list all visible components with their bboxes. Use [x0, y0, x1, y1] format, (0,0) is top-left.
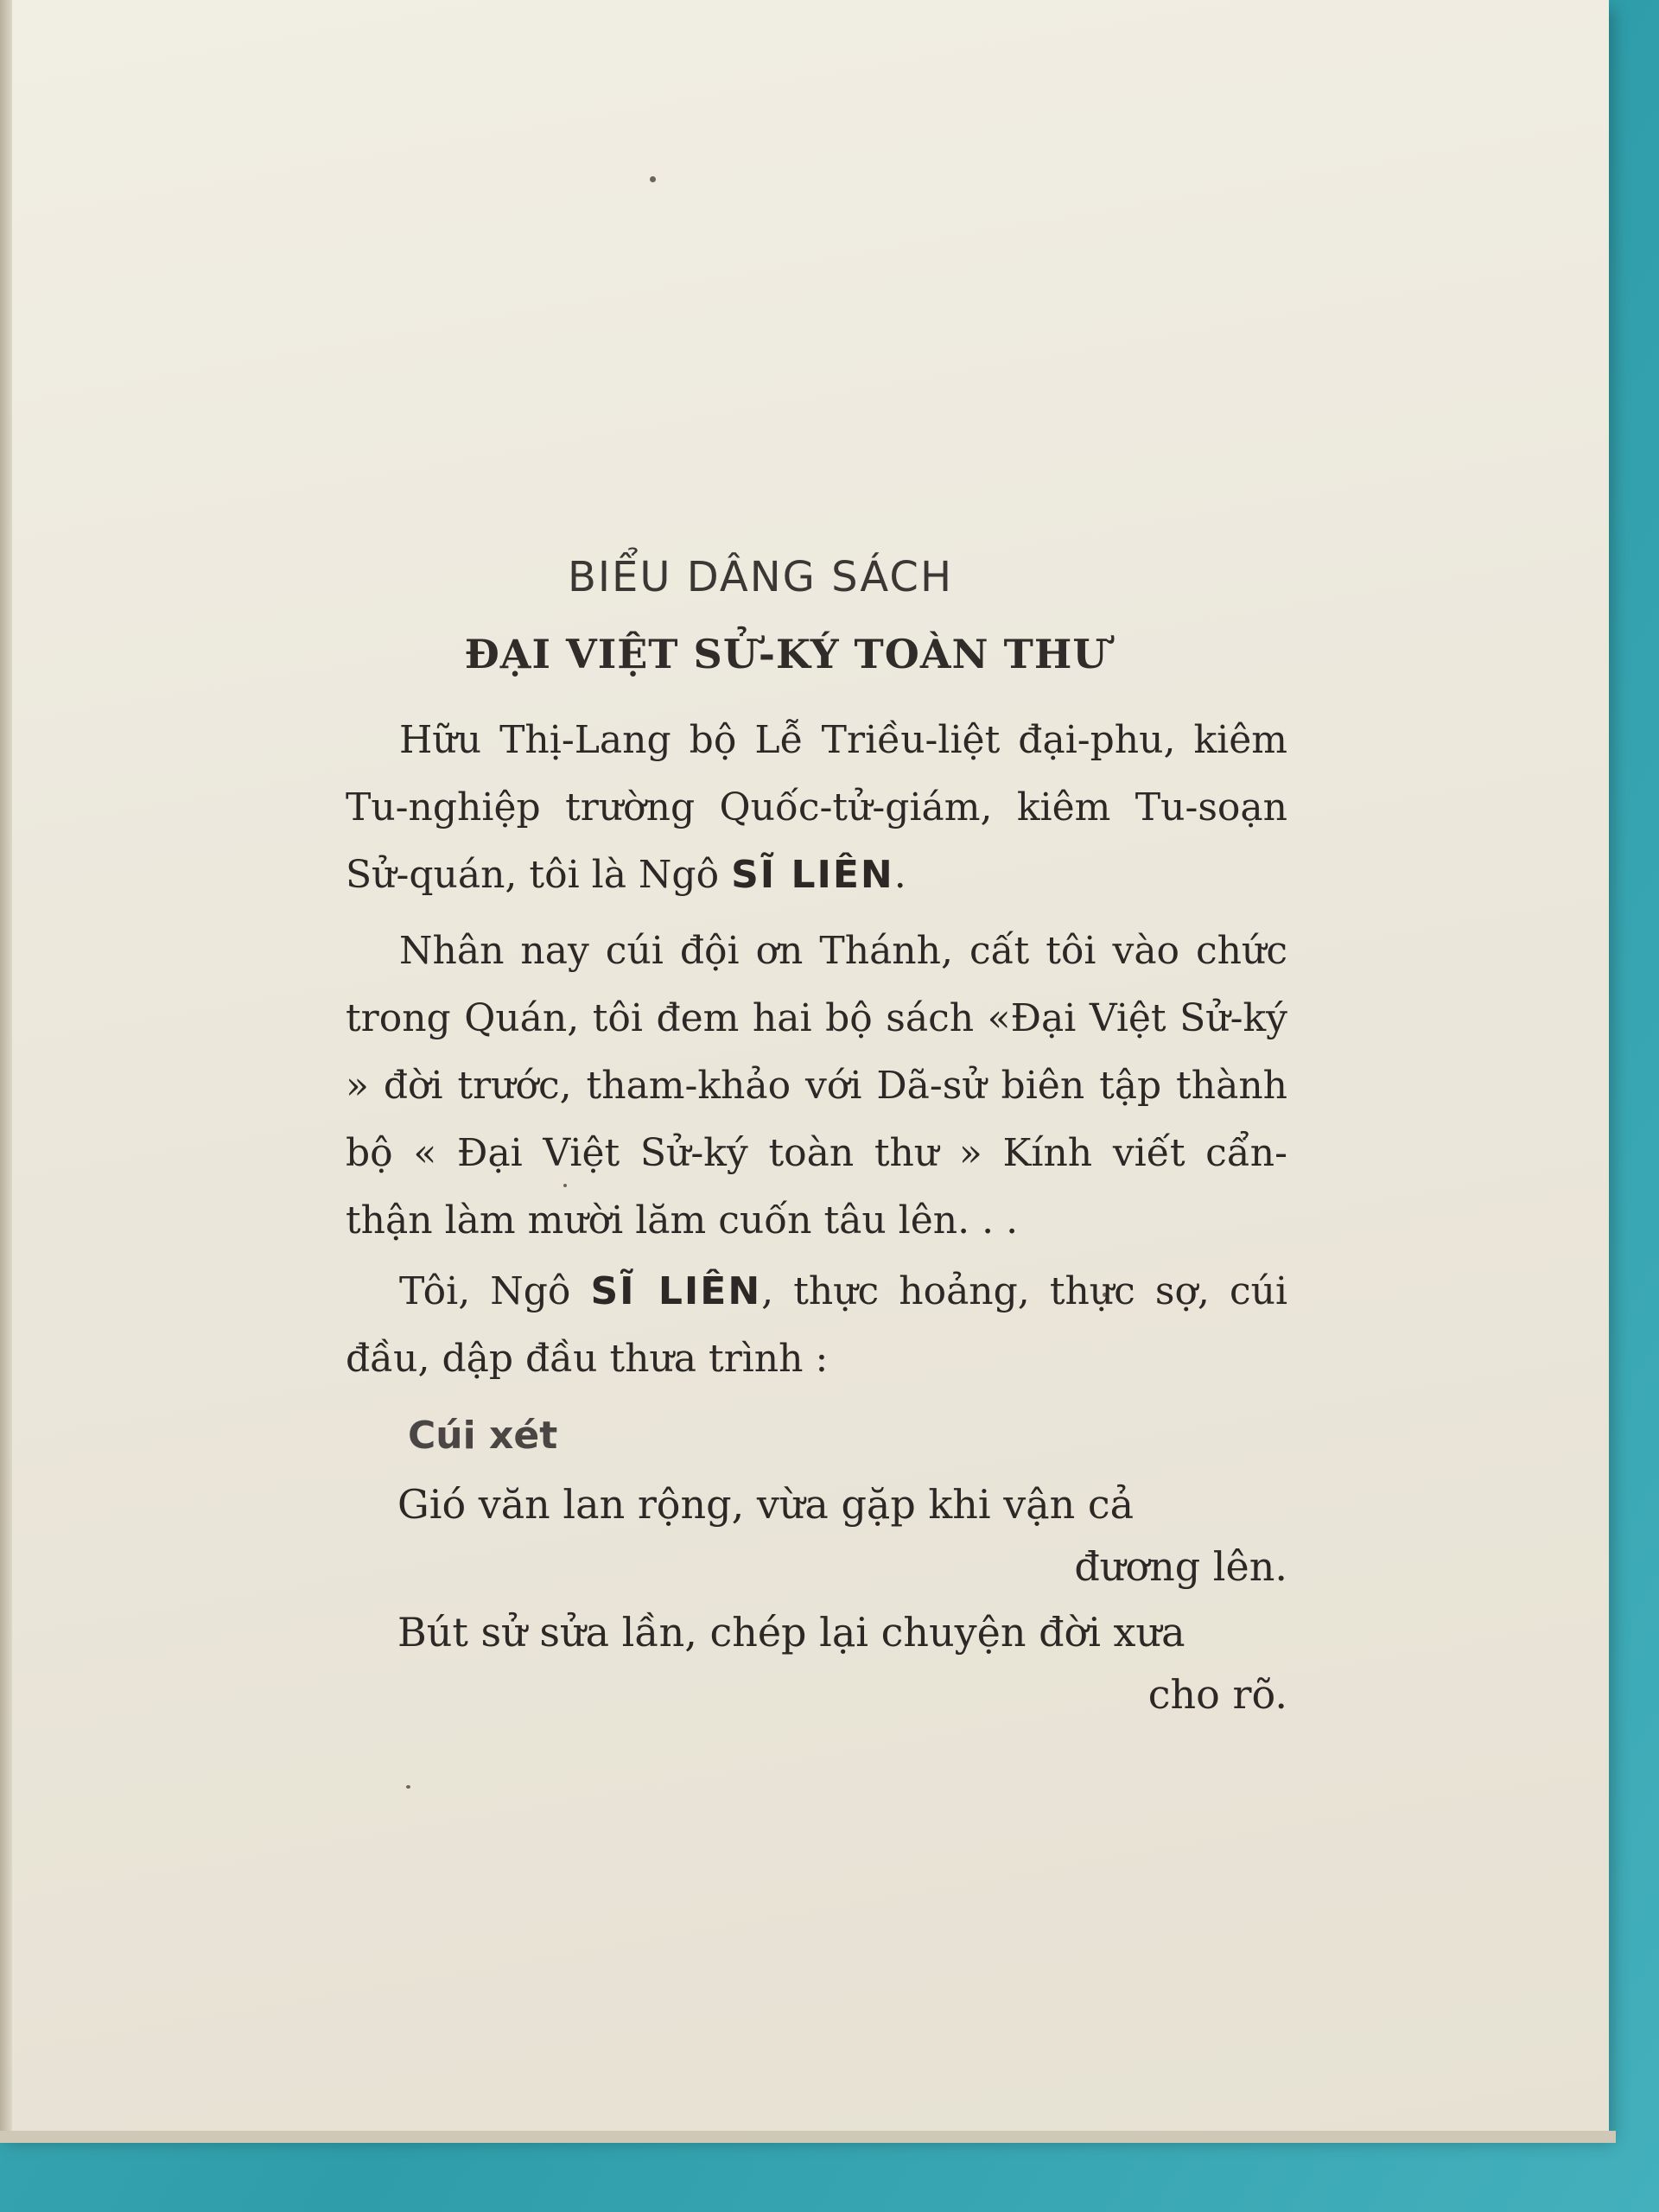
paragraph-2 [346, 918, 1287, 1255]
author-name: SĨ LIÊN [590, 1269, 762, 1313]
paragraph-3 [346, 1258, 1287, 1393]
verse-1-main: Gió văn lan rộng, vừa gặp khi vận cả [397, 1481, 1135, 1528]
page-bottom-edge [0, 2131, 1616, 2143]
verse-2-tail: cho rõ. [1147, 1671, 1287, 1718]
paragraph-1 [346, 707, 1287, 909]
verse-1-tail: đương lên. [1074, 1543, 1287, 1590]
paragraph-2-text: Nhân nay cúi đội ơn Thánh, cất tôi vào chức trong Quán, tôi đem hai bộ sách «Đại Việt Sử-ký » đời trước, tham-khảo với Dã-sử biên tập thành bộ « Đại Việt Sử-ký toàn thư » Kính viết cẩn-thận làm mười lăm cuốn tâu lên. . . [346, 929, 1287, 1243]
document-body [346, 553, 1287, 1729]
section-heading: Cúi xét [408, 1414, 558, 1458]
verse-2-main: Bút sử sửa lần, chép lại chuyện đời xưa [397, 1609, 1185, 1656]
paper-speck [406, 1785, 410, 1789]
verse-1 [397, 1473, 1287, 1598]
document-subtitle: ĐẠI VIỆT SỬ-KÝ TOÀN THƯ [464, 631, 1109, 677]
paragraph-1-end: . [893, 853, 906, 897]
document-title: BIỂU DÂNG SÁCH [567, 553, 954, 601]
author-name: SĨ LIÊN [731, 853, 894, 897]
paragraph-3-lead: Tôi, Ngô [399, 1269, 591, 1313]
paper-speck [650, 176, 656, 182]
page-spine-edge [0, 0, 12, 2134]
verse-2 [397, 1601, 1287, 1726]
paragraph-1-lead: Hữu Thị-Lang bộ Lễ Triều-liệt đại-phu, kiêm Tu-nghiệp trường Quốc-tử-giám, kiêm Tu-soạn Sử-quán, tôi là Ngô [346, 718, 1287, 897]
paragraph-3-rest: , thực hoảng, thực sợ, cúi đầu, dập đầu thưa trình : [346, 1269, 1288, 1381]
